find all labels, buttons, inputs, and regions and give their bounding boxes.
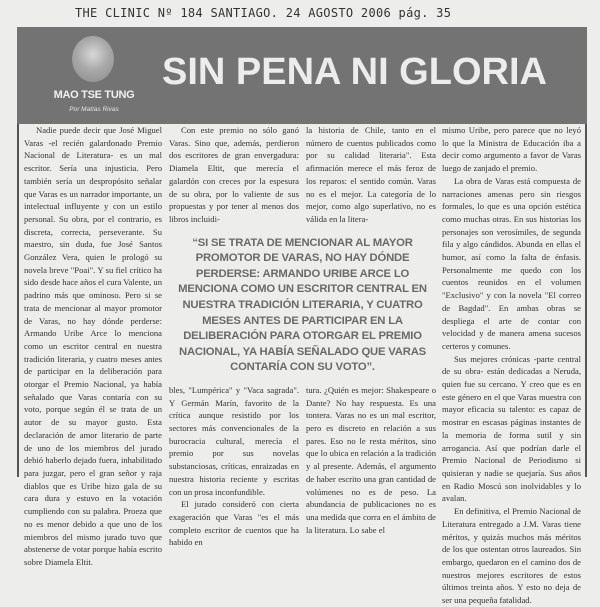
author-portrait-photo <box>72 36 114 82</box>
column-3-top <box>306 124 436 226</box>
pull-quote: “SI SE TRATA DE MENCIONAR AL MAYOR PROMOTOR DE VARAS, NO HAY DÓNDE PERDERSE: ARMANDO URIBE ARCE LO MENCIONA COMO UN ESCRITOR CENTRAL EN NUESTRA TRADICIÓN LITERARIA, Y CUATRO MESES ANTES DE PARTICIPAR EN LA DELIBERACIÓN PARA OTORGAR EL PREMIO NACIONAL, YA HABÍA SEÑALADO QUE VARAS CONTARÍA CON SU VOTO”. <box>178 236 427 374</box>
paragraph: mismo Uribe, pero parece que no leyó lo que la Ministra de Educación iba a decir como argumento a favor de Varas luego de zanjado el premio. <box>442 125 581 174</box>
article-title: SIN PENA NI GLORIA <box>162 51 547 93</box>
column-1 <box>24 124 162 569</box>
handwritten-citation: THE CLINIC Nº 184 SANTIAGO. 24 AGOSTO 2006 pág. 35 <box>75 6 452 20</box>
middle-top-row <box>169 124 436 226</box>
paragraph: Sus mejores crónicas -parte central de su obra- están dedicadas a Neruda, quien fue su cercano. Y creo que es en este género en el que Varas muestra con mayor eficacia su talento: es capaz de mostrar en escasas páginas instantes de la memoria de forma sutil y sin arrogancia. Así que podrían darle el Premio Nacional de Periodismo si quisieran y nadie se quejaría. Sus años en Radio Moscú son inolvidables y lo avalan. <box>442 353 581 504</box>
middle-columns <box>169 124 436 549</box>
middle-bottom-row <box>169 384 436 549</box>
byline: Por Matías Rivas <box>69 106 119 113</box>
column-2-top <box>169 124 299 226</box>
column-author-name: MAO TSE TUNG <box>53 89 135 101</box>
paragraph: bles, "Lumpérica" y "Vaca sagrada". Y Germán Marín, favorito de la crítica aunque resistido por los sectores más convencionales de la burocracia cultural, merecía el premio por sus novelas substanciosas, críticas, enraizadas en nuestra historia reciente y escritas con un prosa inconfundible. <box>169 384 299 497</box>
column-4 <box>442 124 581 607</box>
paragraph: La obra de Varas está compuesta de narraciones amenas pero sin riesgos formales, lo que es una opción estética como muchas otras. En sus historias los personajes son verosímiles, de segunda fila y algo cándidos. Abunda en ellas el humor, así como la falta de énfasis. Personalmente me quedo con los cuentos reunidos en el volumen "Exclusivo" y con la novela "El correo de Bagdad". En ambas obras se despliega el arte de contar con velocidad y de manera amena sucesos certeros y comunes. <box>442 175 581 351</box>
paragraph: Nadie puede decir que José Miguel Varas -el recién galardonado Premio Nacional de Literatura- es un mal escritor. Sería una injusticia. Pero también sería un despropósito señalar que Varas es un narrador importante, un intelectual influyente y con un estilo personal. Su obra, por el contrario, es discreta, correcta, perseverante. Su maestro, sin duda, fue José Santos González Vera, quien le prologó su novela breve "Poai". Y su fiel crítico ha sido desde hace años el cura Valente, un padrino más que ominoso. Pero si se trata de mencionar al mayor promotor de Varas, no hay dónde perderse: Armando Uribe Arce lo menciona como un escritor central en nuestra tradición literaria, y cuatro meses antes de participar en la deliberación para otorgar el Premio Nacional, ya había señalado que Varas contaría con su voto, porque según él se trata de un autor de su mayor gusto. Esta declaración de amor literario de parte de uno de los miembros del jurado debió haberlo dejado fuera, inhabilitado para juzgar, pero el gran señor y raja diablos que es Uribe hizo gala de su cara dura y estuvo en la votación cumpliendo con su palabra. Proeza que no es menor debido a que uno de los miembros del mismo jurado tuvo que abstenerse de votar porque había escrito sobre Diamela Eltit. <box>24 125 162 567</box>
column-3-bottom <box>306 384 436 549</box>
column-2-bottom <box>169 384 299 549</box>
paragraph: la historia de Chile, tanto en el número de cuentos publicados como por su calidad literaria". Esta afirmación merece el más feroz de los reparos: el sentido común. Varas no es el mejor. La categoría de lo mejor, como algo superlativo, no es válida en la litera- <box>306 125 436 224</box>
paragraph: En definitiva, el Premio Nacional de Literatura entregado a J.M. Varas tiene méritos, y quizás muchos más méritos de los que ostentan otros laureados. Sin embargo, quedaron en el camino dos de nuestros mejores escritores de estos últimos treinta años. Y esto no deja de ser una pequeña fatalidad. <box>442 506 581 606</box>
paragraph: El jurado consideró con cierta exageración que Varas "es el más completo escritor de cuentos que ha habido en <box>169 499 299 548</box>
paragraph: Con este premio no sólo ganó Varas. Sino que, además, perdieron dos escritores de gran envergadura: Diamela Eltit, que merecía el galardón con creces por la espesura de su obra, por lo valiente de sus propuestas y por tener al menos dos libros incluidi- <box>169 125 299 224</box>
paragraph: tura. ¿Quién es mejor: Shakespeare o Dante? No hay respuesta. Es una tontera. Varas no es un mal escritor, pero es discreto en relación a sus pares. Eso no le resta méritos, sino que lo ubica en relación a la tradición y al presente. Además, el argumento de haber escrito una gran cantidad de volúmenes no es de peso. La abundancia de publicaciones no es una medida que corra en el ámbito de la literatura. Lo sabe el <box>306 384 436 535</box>
